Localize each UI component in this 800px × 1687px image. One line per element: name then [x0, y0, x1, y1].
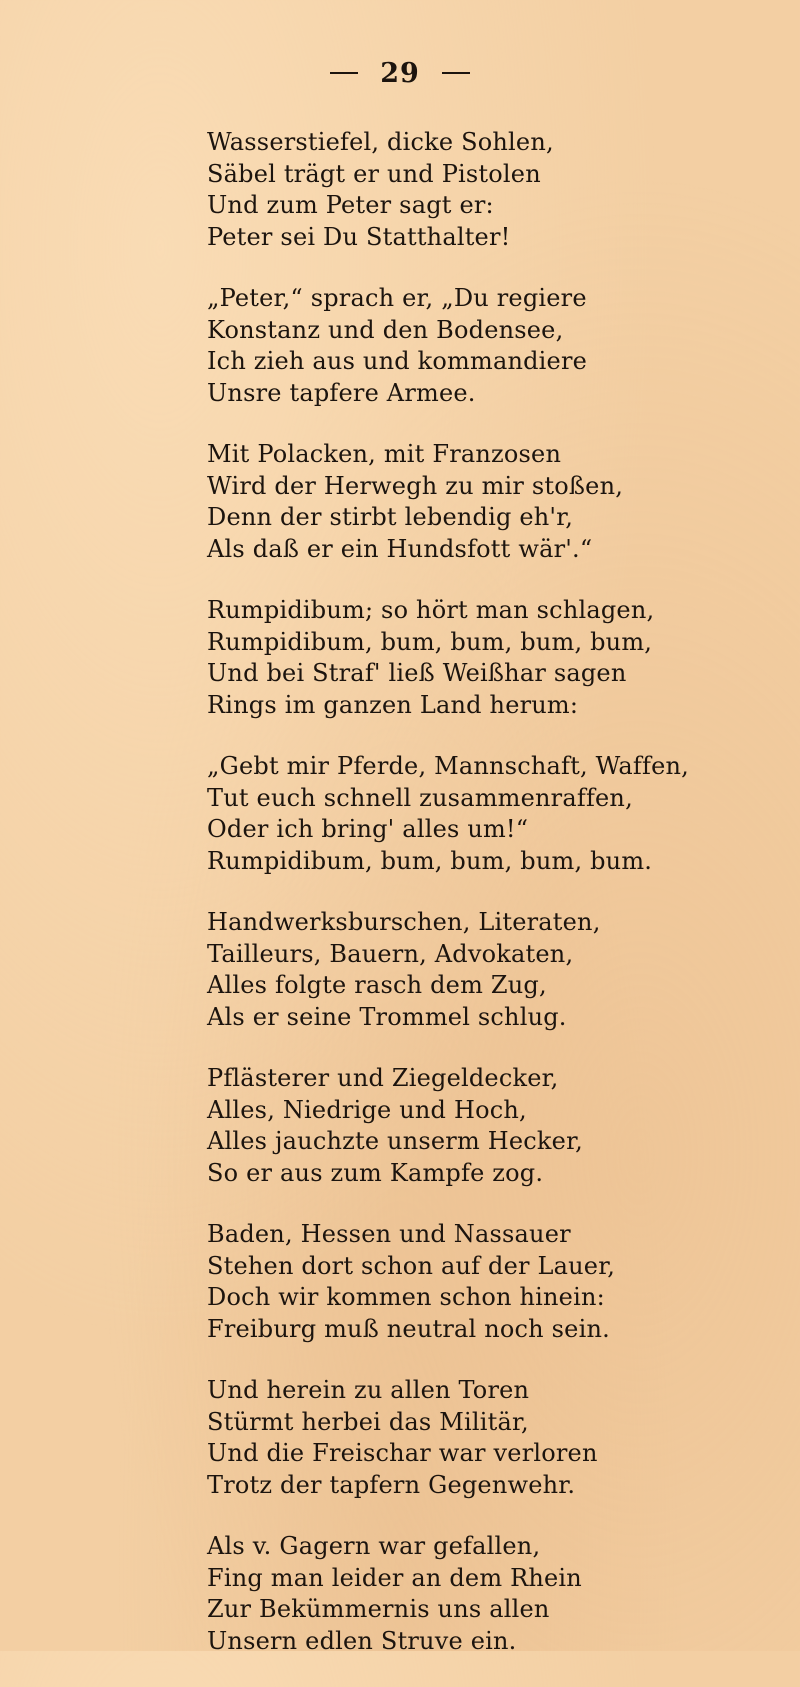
stanza [207, 283, 767, 409]
stanza [207, 1531, 767, 1657]
poem-line: Rings im ganzen Land herum: [207, 690, 579, 719]
stanza [207, 439, 767, 565]
poem-line: Tailleurs, Bauern, Advokaten, [207, 939, 574, 968]
poem-line: Alles jauchzte unserm Hecker, [207, 1127, 583, 1155]
poem-line: Zur Bekümmernis uns allen [207, 1595, 550, 1623]
poem-line: Baden, Hessen und Nassauer [207, 1220, 571, 1248]
poem-line: Pflästerer und Ziegeldecker, [207, 1064, 559, 1092]
poem-line: Oder ich bring' alles um!“ [207, 815, 529, 843]
poem-line: Als v. Gagern war gefallen, [207, 1532, 541, 1560]
poem-line: „Peter,“ sprach er, „Du regiere [207, 284, 587, 312]
poem-line: Peter sei Du Statthalter! [207, 222, 511, 251]
poem-line: Stürmt herbei das Militär, [207, 1407, 529, 1436]
poem-line: Mit Polacken, mit Franzosen [207, 440, 562, 468]
poem-line: „Gebt mir Pferde, Mannschaft, Waffen, [207, 752, 689, 780]
poem-line: So er aus zum Kampfe zog. [207, 1158, 544, 1187]
stanza [207, 1219, 767, 1345]
poem-line: Doch wir kommen schon hinein: [207, 1283, 605, 1311]
poem-line: Alles, Niedrige und Hoch, [207, 1095, 527, 1124]
poem-line: Denn der stirbt lebendig eh'r, [207, 503, 574, 531]
poem-line: Und zum Peter sagt er: [207, 191, 494, 219]
stanza [207, 127, 767, 253]
poem-line: Tut euch schnell zusammenraffen, [207, 783, 633, 812]
poem-line: Wird der Herwegh zu mir stoßen, [207, 471, 624, 500]
poem-line: Unsern edlen Struve ein. [207, 1626, 517, 1655]
page-number-text: 29 [380, 58, 420, 89]
poem-line: Als er seine Trommel schlug. [207, 1002, 567, 1031]
poem-line: Trotz der tapfern Gegenwehr. [207, 1470, 576, 1499]
poem-line: Als daß er ein Hundsfott wär'.“ [207, 534, 593, 563]
stanza [207, 1063, 767, 1189]
poem-line: Rumpidibum, bum, bum, bum, bum. [207, 846, 653, 875]
page-number [0, 58, 800, 89]
poem-line: Und bei Straf' ließ Weißhar sagen [207, 659, 627, 687]
poem-line: Säbel trägt er und Pistolen [207, 159, 541, 188]
poem-line: Rumpidibum, bum, bum, bum, bum, [207, 627, 653, 656]
poem-line: Alles folgte rasch dem Zug, [207, 971, 547, 999]
stanza [207, 1375, 767, 1501]
poem-line: Rumpidibum; so hört man schlagen, [207, 596, 655, 624]
stanza [207, 595, 767, 721]
poem-line: Handwerksburschen, Literaten, [207, 908, 601, 936]
poem-line: Stehen dort schon auf der Lauer, [207, 1251, 616, 1280]
poem-line: Ich zieh aus und kommandiere [207, 347, 588, 375]
left-dash [330, 72, 358, 74]
poem-line: Und herein zu allen Toren [207, 1376, 530, 1404]
poem-line: Wasserstiefel, dicke Sohlen, [207, 128, 554, 156]
poem-line: Konstanz und den Bodensee, [207, 315, 564, 344]
poem-line: Freiburg muß neutral noch sein. [207, 1314, 610, 1343]
stanza [207, 907, 767, 1033]
poem-line: Und die Freischar war verloren [207, 1439, 598, 1467]
poem-line: Unsre tapfere Armee. [207, 378, 476, 407]
stanza [207, 751, 767, 877]
poem-line: Fing man leider an dem Rhein [207, 1563, 582, 1592]
poem [207, 127, 767, 1687]
right-dash [442, 72, 470, 74]
